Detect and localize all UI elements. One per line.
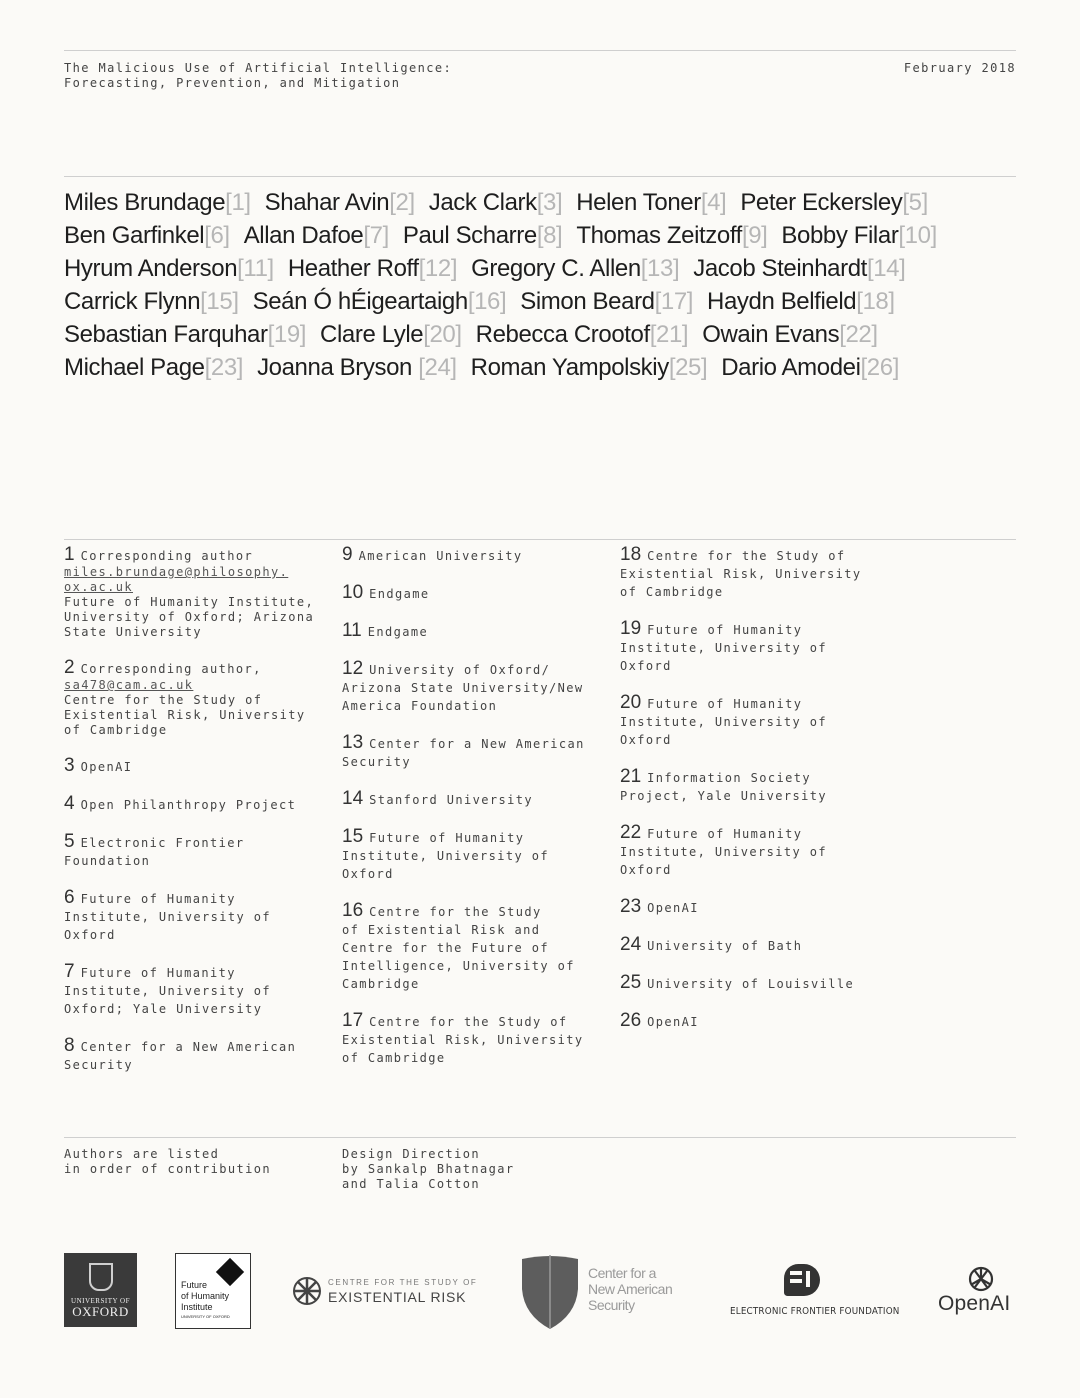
cser-logo	[292, 1276, 478, 1310]
affiliation-column-3	[620, 545, 882, 1049]
author-name: Simon Beard	[520, 288, 655, 315]
affiliation-text: University of Bath	[647, 939, 803, 953]
author-name: Sebastian Farquhar	[64, 321, 268, 348]
author-affiliation-ref[interactable]: [11]	[237, 255, 274, 282]
affiliation-number: 9	[342, 544, 353, 565]
report-title: The Malicious Use of Artificial Intelligence: Forecasting, Prevention, and Mitigation	[64, 61, 453, 90]
author	[253, 288, 507, 315]
affiliation-number: 13	[342, 732, 364, 753]
author	[64, 255, 274, 282]
affiliation-institution: Future of Humanity Institute, University of Oxford; Arizona State University	[64, 595, 315, 639]
author-line	[64, 186, 1024, 219]
affiliation-number: 2	[64, 657, 75, 678]
author-name: Heather Roff	[287, 255, 419, 282]
author-affiliation-ref[interactable]: [25]	[668, 354, 708, 381]
affiliation-item	[620, 545, 882, 601]
cser-emblem-icon	[292, 1276, 322, 1306]
affiliation-number: 25	[620, 972, 642, 993]
author-affiliation-ref[interactable]: [17]	[654, 288, 694, 315]
fhi-logo	[175, 1253, 251, 1329]
affiliation-item	[620, 823, 882, 879]
author	[403, 222, 562, 249]
author-affiliation-ref[interactable]: [24]	[418, 354, 457, 381]
affiliation-column-2	[342, 545, 604, 1085]
affiliation-text: Corresponding author	[80, 549, 254, 563]
cnas-logo-line3: Security	[588, 1297, 635, 1313]
author	[265, 189, 415, 216]
affiliation-item	[342, 659, 604, 715]
fhi-logo-line4: UNIVERSITY OF OXFORD	[181, 1314, 230, 1319]
eff-logo-label: ELECTRONIC FRONTIER FOUNDATION	[730, 1306, 900, 1317]
fhi-logo-line1: Future	[181, 1280, 208, 1290]
affiliation-text: OpenAI	[647, 901, 699, 915]
affiliation-institution: Centre for the Study of Existential Risk, University of Cambridge	[64, 693, 306, 737]
affiliation-number: 26	[620, 1010, 642, 1031]
affiliation-text: Endgame	[369, 587, 430, 601]
affiliation-text: Centre for the Study of Existential Risk, University of Cambridge	[620, 549, 862, 599]
oxford-logo	[64, 1253, 137, 1327]
affiliation-text: Center for a New American Security	[342, 737, 585, 769]
author-name: Jack Clark	[428, 189, 537, 216]
affiliation-text: OpenAI	[80, 760, 133, 774]
author-affiliation-ref[interactable]: [19]	[267, 321, 307, 348]
author-name: Paul Scharre	[402, 222, 537, 249]
author-affiliation-ref[interactable]: [7]	[363, 222, 389, 249]
affiliation-number: 11	[342, 620, 362, 641]
affiliation-item	[64, 794, 326, 814]
affiliation-number: 4	[64, 793, 75, 814]
author-line	[64, 285, 1024, 318]
eff-logo	[728, 1262, 900, 1322]
author-name: Carrick Flynn	[64, 288, 201, 315]
shield-icon	[520, 1253, 580, 1329]
author	[471, 354, 708, 381]
author-affiliation-ref[interactable]: [6]	[204, 222, 230, 249]
author-affiliation-ref[interactable]: [5]	[902, 189, 928, 216]
affiliation-item	[620, 767, 882, 805]
oxford-logo-line1: UNIVERSITY OF	[71, 1297, 130, 1305]
affiliation-number: 7	[64, 961, 75, 982]
affiliation-item	[620, 973, 882, 993]
affiliation-item	[342, 621, 604, 641]
author-affiliation-ref[interactable]: [18]	[856, 288, 895, 315]
author-name: Joanna Bryson	[257, 354, 419, 381]
author-list	[64, 186, 1024, 384]
affiliation-text: University of Oxford/ Arizona State University/New America Foundation	[342, 663, 584, 713]
affiliation-number: 3	[64, 755, 75, 776]
affiliation-text: Center for a New American Security	[64, 1040, 297, 1072]
oxford-logo-line2: OXFORD	[72, 1304, 129, 1319]
affiliation-number: 20	[620, 692, 642, 713]
affiliation-item	[342, 827, 604, 883]
author-name: Shahar Avin	[264, 189, 390, 216]
crest-icon	[89, 1263, 113, 1291]
author	[721, 354, 899, 381]
author-affiliation-ref[interactable]: [16]	[467, 288, 507, 315]
author-email-link[interactable]: sa478@cam.ac.uk	[64, 678, 194, 692]
affiliation-text: Future of Humanity Institute, University of Oxford; Yale University	[64, 966, 271, 1016]
affiliation-item	[342, 1011, 604, 1067]
author	[707, 288, 895, 315]
affiliation-item	[64, 658, 326, 738]
affiliation-number: 10	[342, 582, 364, 603]
author-affiliation-ref[interactable]: [4]	[700, 189, 727, 216]
affiliation-item	[620, 935, 882, 955]
affiliation-text: Future of Humanity Institute, University of Oxford	[64, 892, 271, 942]
affiliation-text: Centre for the Study of Existential Risk and Centre for the Future of Intelligence, University of Cambridge	[342, 905, 575, 991]
affiliation-number: 5	[64, 831, 75, 852]
author	[693, 255, 905, 282]
affiliation-text: Future of Humanity Institute, University of Oxford	[620, 827, 827, 877]
author-affiliation-ref[interactable]: [21]	[649, 321, 689, 348]
author-affiliation-ref[interactable]: [9]	[741, 222, 768, 249]
author	[429, 189, 563, 216]
affiliation-text: Stanford University	[369, 793, 534, 807]
author-name: Allan Dafoe	[243, 222, 364, 249]
author	[702, 321, 877, 348]
affiliation-text: OpenAI	[647, 1015, 699, 1029]
affiliation-number: 8	[64, 1035, 75, 1056]
affiliation-item	[620, 693, 882, 749]
author	[476, 321, 689, 348]
author	[471, 255, 679, 282]
affiliation-number: 23	[620, 896, 642, 917]
author	[64, 222, 230, 249]
fhi-logo-line2: of Humanity	[181, 1291, 230, 1301]
author-affiliation-ref[interactable]: [8]	[536, 222, 563, 249]
author-name: Gregory C. Allen	[471, 255, 641, 282]
affiliation-text: American University	[358, 549, 523, 563]
openai-logo	[936, 1265, 1028, 1317]
affiliations-rule	[64, 539, 1016, 540]
affiliation-column-1	[64, 545, 326, 1092]
author	[257, 354, 457, 381]
author-name: Seán Ó hÉigeartaigh	[252, 288, 468, 315]
author-affiliation-ref[interactable]: [15]	[200, 288, 239, 315]
affiliation-text: Future of Humanity Institute, University of Oxford	[620, 623, 827, 673]
openai-logo-label: OpenAI	[938, 1292, 1011, 1315]
cnas-logo	[520, 1253, 680, 1331]
author-name: Owain Evans	[702, 321, 840, 348]
affiliation-number: 16	[342, 900, 364, 921]
author-affiliation-ref[interactable]: [3]	[536, 189, 563, 216]
affiliation-item	[342, 901, 604, 993]
affiliation-item	[64, 756, 326, 776]
author-affiliation-ref[interactable]: [22]	[839, 321, 878, 348]
affiliation-item	[620, 897, 882, 917]
author-line	[64, 351, 1024, 384]
author-name: Roman Yampolskiy	[470, 354, 669, 381]
affiliation-item	[64, 1036, 326, 1074]
author-name: Hyrum Anderson	[64, 255, 238, 282]
author-line	[64, 252, 1024, 285]
affiliation-number: 12	[342, 658, 364, 679]
affiliation-text: Future of Humanity Institute, University of Oxford	[620, 697, 827, 747]
affiliation-text: Electronic Frontier Foundation	[64, 836, 245, 868]
author-affiliation-ref[interactable]: [26]	[860, 354, 899, 381]
author-name: Rebecca Crootof	[475, 321, 650, 348]
affiliation-item	[342, 789, 604, 809]
affiliation-number: 17	[342, 1010, 364, 1031]
author	[740, 189, 928, 216]
author-name: Miles Brundage	[64, 189, 226, 216]
author	[576, 222, 767, 249]
authors-rule	[64, 176, 1016, 177]
cnas-logo-line2: New American	[588, 1281, 673, 1297]
affiliation-item	[64, 545, 326, 640]
affiliation-text: Open Philanthropy Project	[80, 798, 297, 812]
author	[64, 189, 251, 216]
author	[244, 222, 389, 249]
affiliation-number: 18	[620, 544, 642, 565]
author-affiliation-ref[interactable]: [20]	[423, 321, 462, 348]
affiliation-number: 1	[64, 544, 75, 565]
openai-knot-icon	[967, 1265, 995, 1293]
fhi-logo-line3: Institute	[181, 1302, 213, 1312]
author	[520, 288, 693, 315]
footer-rule	[64, 1137, 1016, 1138]
author-name: Dario Amodei	[721, 354, 861, 381]
affiliation-item	[342, 583, 604, 603]
author-affiliation-ref[interactable]: [14]	[866, 255, 906, 282]
author-line	[64, 219, 1024, 252]
author-name: Ben Garfinkel	[64, 222, 205, 249]
affiliation-text: Corresponding author,	[80, 662, 262, 676]
affiliation-text: Information Society Project, Yale University	[620, 771, 827, 803]
affiliation-text: Endgame	[367, 625, 429, 639]
author	[288, 255, 457, 282]
author-name: Michael Page	[64, 354, 205, 381]
author	[576, 189, 726, 216]
affiliation-text: Centre for the Study of Existential Risk, University of Cambridge	[342, 1015, 584, 1065]
author-name: Jacob Steinhardt	[693, 255, 867, 282]
author-affiliation-ref[interactable]: [13]	[640, 255, 680, 282]
report-date: February 2018	[903, 61, 1016, 75]
author-name: Clare Lyle	[320, 321, 424, 348]
author-affiliation-ref[interactable]: [1]	[225, 189, 251, 216]
affiliation-number: 24	[620, 934, 642, 955]
affiliation-text: University of Louisville	[647, 977, 855, 991]
affiliation-item	[342, 733, 604, 771]
affiliation-item	[620, 619, 882, 675]
author-name: Haydn Belfield	[707, 288, 857, 315]
affiliation-number: 6	[64, 887, 75, 908]
affiliation-item	[64, 832, 326, 870]
author	[781, 222, 936, 249]
cser-logo-line1: CENTRE FOR THE STUDY OF	[328, 1278, 478, 1287]
author	[64, 321, 306, 348]
author-affiliation-ref[interactable]: [2]	[389, 189, 415, 216]
author-name: Bobby Filar	[781, 222, 899, 249]
affiliation-item	[342, 545, 604, 565]
affiliation-number: 15	[342, 826, 364, 847]
author	[64, 288, 239, 315]
affiliation-item	[64, 962, 326, 1018]
author-name: Thomas Zeitzoff	[576, 222, 742, 249]
design-credit: Design Direction by Sankalp Bhatnagar and Talia Cotton	[342, 1147, 515, 1191]
cnas-logo-line1: Center for a	[588, 1265, 656, 1281]
author-line	[64, 318, 1024, 351]
affiliation-text: Future of Humanity Institute, University of Oxford	[342, 831, 549, 881]
affiliation-number: 19	[620, 618, 642, 639]
author-name: Peter Eckersley	[740, 189, 903, 216]
affiliation-number: 21	[620, 766, 642, 787]
affiliation-item	[620, 1011, 882, 1031]
author-name: Helen Toner	[576, 189, 701, 216]
top-rule	[64, 50, 1016, 51]
author	[64, 354, 243, 381]
author-affiliation-ref[interactable]: [12]	[418, 255, 458, 282]
author-affiliation-ref[interactable]: [10]	[898, 222, 937, 249]
cser-logo-line2: EXISTENTIAL RISK	[328, 1289, 467, 1305]
affiliation-item	[64, 888, 326, 944]
author-affiliation-ref[interactable]: [23]	[204, 354, 244, 381]
author-order-note: Authors are listed in order of contribution	[64, 1147, 271, 1176]
author	[320, 321, 462, 348]
affiliation-number: 14	[342, 788, 364, 809]
affiliation-number: 22	[620, 822, 642, 843]
author-email-link[interactable]: miles.brundage@philosophy. ox.ac.uk	[64, 565, 289, 594]
